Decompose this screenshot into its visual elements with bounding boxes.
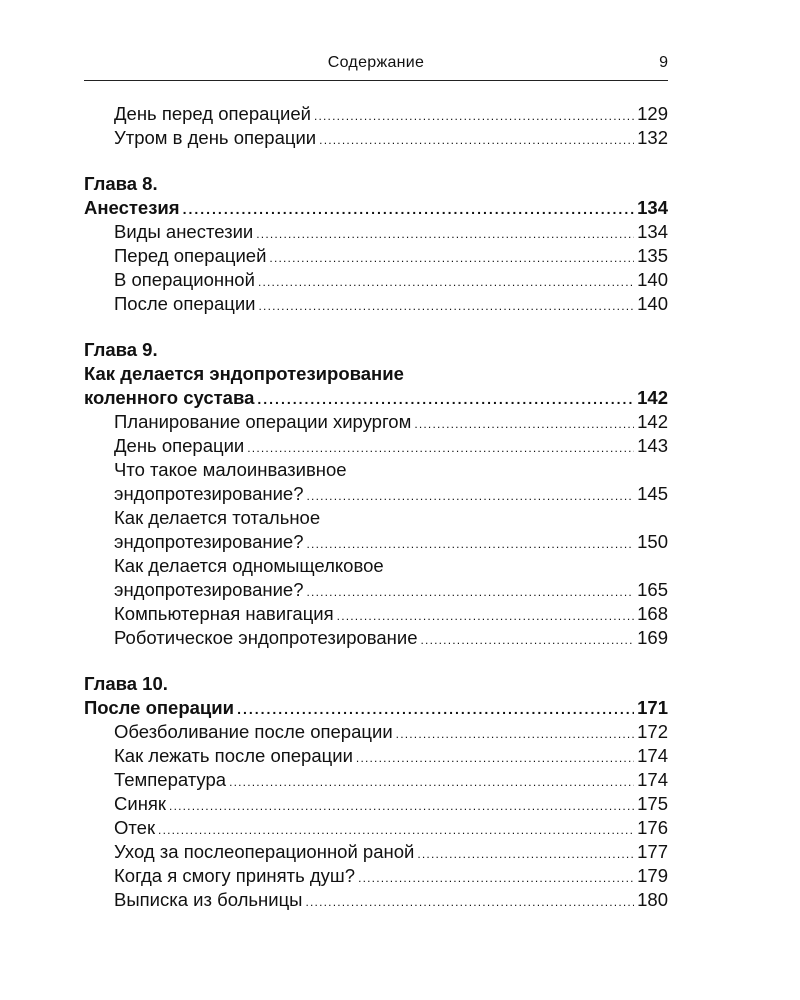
toc-entry-page: 142 [637, 411, 668, 432]
dot-leader [259, 294, 635, 318]
toc-entry [84, 744, 668, 768]
toc-entry-label: Перед операцией [114, 245, 267, 266]
dot-leader [305, 890, 634, 914]
toc-entry [84, 126, 668, 150]
toc-entry-label: Планирование операции хирургом [114, 411, 412, 432]
dot-leader [396, 722, 634, 746]
toc-entry [84, 220, 668, 244]
toc-entry-label: Отек [114, 817, 156, 838]
toc-entry-page: 143 [637, 435, 668, 456]
toc-entry-label: День операции [114, 435, 245, 456]
toc-entry-page: 132 [637, 127, 668, 148]
toc-entry-first-line: Как делается тотальное [114, 507, 321, 528]
toc-entry-first-line: Что такое малоинвазивное [114, 459, 347, 480]
dot-leader [414, 412, 634, 436]
dot-leader [257, 387, 634, 411]
running-header [84, 54, 668, 81]
toc-entry-page: 145 [637, 483, 668, 504]
dot-leader [307, 532, 635, 556]
toc-entry-page: 140 [637, 293, 668, 314]
toc-entry-page: 168 [637, 603, 668, 624]
toc-entry [84, 292, 668, 316]
toc-entry [84, 244, 668, 268]
chapter-title-entry [84, 386, 668, 410]
toc-entry [84, 840, 668, 864]
dot-leader [237, 697, 634, 721]
chapter-page: 171 [637, 697, 668, 718]
toc-entry-page: 165 [637, 579, 668, 600]
toc-entry-label: Обезболивание после операции [114, 721, 393, 742]
toc-entry [84, 482, 668, 506]
toc-entry-page: 134 [637, 221, 668, 242]
toc-entry-page: 140 [637, 269, 668, 290]
toc-entry-label: эндопротезирование? [114, 483, 304, 504]
toc-entry [84, 602, 668, 626]
toc-entry-label: Уход за послеоперационной раной [114, 841, 415, 862]
dot-leader [258, 270, 634, 294]
chapter-page: 142 [637, 387, 668, 408]
toc-entry-page: 174 [637, 745, 668, 766]
toc-entry-label: Роботическое эндопротезирование [114, 627, 418, 648]
toc-entry-page: 176 [637, 817, 668, 838]
dot-leader [158, 818, 634, 842]
toc-entry [84, 434, 668, 458]
dot-leader [256, 222, 634, 246]
dot-leader [247, 436, 634, 460]
toc-entry-label: В операционной [114, 269, 255, 290]
toc-entry-page: 175 [637, 793, 668, 814]
toc-entry-label: Как лежать после операции [114, 745, 353, 766]
toc-entry [84, 792, 668, 816]
toc-entry [84, 578, 668, 602]
toc-entry-page: 135 [637, 245, 668, 266]
toc-entry-label: Синяк [114, 793, 167, 814]
chapter-heading: Глава 8. [84, 173, 158, 194]
toc-entry-page: 169 [637, 627, 668, 648]
toc-entry-label: эндопротезирование? [114, 579, 304, 600]
toc-entry-page: 129 [637, 103, 668, 124]
toc-entry-page: 150 [637, 531, 668, 552]
dot-leader [319, 128, 634, 152]
toc-entry [84, 268, 668, 292]
toc-entry-label: Виды анестезии [114, 221, 254, 242]
dot-leader [307, 484, 635, 508]
table-of-contents [84, 102, 668, 912]
toc-entry-label: Выписка из больницы [114, 889, 303, 910]
chapter-page: 134 [637, 197, 668, 218]
toc-entry-label: Когда я смогу принять душ? [114, 865, 356, 886]
chapter-heading: Глава 9. [84, 339, 158, 360]
toc-entry [84, 888, 668, 912]
dot-leader [169, 794, 634, 818]
toc-entry-page: 180 [637, 889, 668, 910]
toc-entry [84, 864, 668, 888]
toc-entry-page: 179 [637, 865, 668, 886]
chapter-title-entry [84, 196, 668, 220]
toc-entry-page: 177 [637, 841, 668, 862]
dot-leader [417, 842, 634, 866]
toc-entry [84, 530, 668, 554]
toc-entry-page: 172 [637, 721, 668, 742]
chapter-heading: Глава 10. [84, 673, 168, 694]
toc-entry [84, 816, 668, 840]
dot-leader [358, 866, 634, 890]
dot-leader [337, 604, 634, 628]
toc-entry [84, 720, 668, 744]
dot-leader [183, 197, 635, 221]
toc-entry [84, 768, 668, 792]
dot-leader [356, 746, 634, 770]
running-header-title: Содержание [327, 54, 425, 71]
chapter-title-entry [84, 696, 668, 720]
page-number: 9 [659, 54, 668, 71]
toc-entry-label: Утром в день операции [114, 127, 317, 148]
toc-entry-first-line: Как делается одномыщелковое [114, 555, 384, 576]
toc-entry [84, 102, 668, 126]
toc-entry-label: эндопротезирование? [114, 531, 304, 552]
chapter-title: Анестезия [84, 197, 180, 218]
toc-entry-label: После операции [114, 293, 256, 314]
dot-leader [229, 770, 634, 794]
chapter-title: коленного сустава [84, 387, 255, 408]
chapter-title: После операции [84, 697, 235, 718]
dot-leader [307, 580, 635, 604]
dot-leader [269, 246, 634, 270]
dot-leader [421, 628, 635, 652]
toc-entry [84, 626, 668, 650]
toc-entry-label: День перед операцией [114, 103, 311, 124]
toc-entry-label: Температура [114, 769, 227, 790]
toc-entry-page: 174 [637, 769, 668, 790]
dot-leader [314, 104, 634, 128]
toc-entry [84, 410, 668, 434]
toc-entry-label: Компьютерная навигация [114, 603, 334, 624]
chapter-title-line: Как делается эндопротезирование [84, 363, 404, 384]
